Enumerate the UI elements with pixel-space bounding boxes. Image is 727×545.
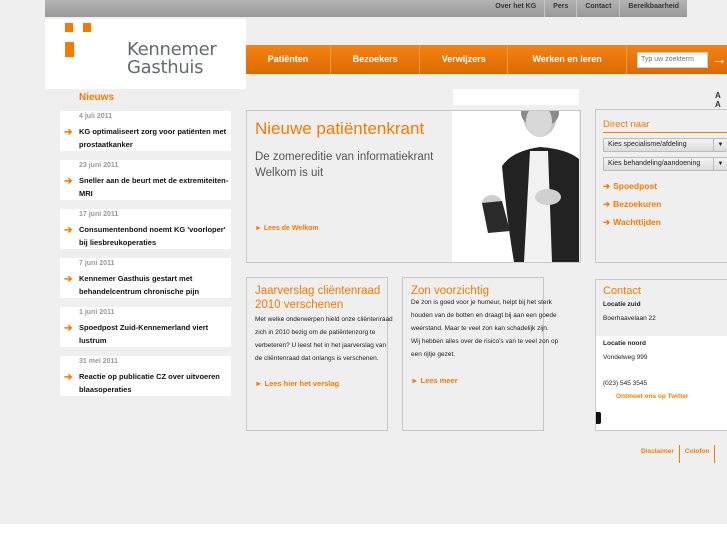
utility-link-over-het-kg[interactable]: Over het KG: [495, 3, 537, 10]
logo-square-icon: [83, 23, 91, 32]
nav-werken-en-leren[interactable]: Werken en leren: [508, 45, 627, 74]
arrow-right-icon: ➔: [64, 323, 73, 334]
news-headline[interactable]: Spoedpost Zuid-Kennemerland viert lustrum: [79, 323, 209, 345]
logo[interactable]: [45, 19, 246, 89]
logo-line-1: Kennemer: [127, 39, 217, 60]
direct-naar-panel: [595, 109, 727, 263]
box-body: De zon is goed voor je humeur, helpt bij het sterk houden van de botten en draagt bij aan een goede weerstand. Maar te veel zon kan schadelijk zijn. Wij hebben alles over de risico's van te veel zon op een rijtje gezet.: [411, 299, 559, 358]
footer-link-disclaimer[interactable]: Disclaimer: [636, 445, 680, 463]
location-south-address: Boerhaavelaan 22: [603, 315, 656, 322]
feature-photo: [452, 111, 579, 262]
news-item[interactable]: [60, 111, 231, 151]
search-input[interactable]: [637, 52, 708, 68]
news-headline[interactable]: Kennemer Gasthuis gestart met behandelcentrum chronische pijn: [79, 274, 200, 296]
news-item[interactable]: [60, 160, 231, 200]
logo-text: [127, 41, 216, 77]
news-headline[interactable]: Sneller aan de beurt met de extremiteiten-MRI: [79, 176, 229, 198]
footer-links: [636, 445, 715, 463]
info-box-zon: [402, 277, 559, 431]
location-north-label: Locatie noord: [603, 340, 646, 347]
search-arrow-icon[interactable]: →: [712, 51, 727, 68]
link-label: Wachttijden: [613, 217, 661, 227]
box-title: Zon voorzichtig: [411, 285, 489, 297]
select-value: Kies behandeling/aandoening: [608, 160, 701, 167]
news-item[interactable]: [60, 209, 231, 249]
box-body: Met welke onderwerpen hield onze cliëntenraad zich in 2010 bezig om de patiëntenzorg te verbeteren? U leest het in het jaarverslag van de cliëntenraad dat onlangs is verschenen.: [255, 316, 393, 362]
link-label: Spoedpost: [613, 181, 658, 191]
specialisme-select[interactable]: [603, 138, 727, 152]
box-link[interactable]: ► Lees hier het verslag: [255, 379, 340, 388]
logo-line-2: Gasthuis: [127, 57, 204, 78]
font-size-control[interactable]: A A: [715, 91, 721, 109]
chevron-down-icon: ▼: [713, 139, 727, 151]
utility-bar: [45, 0, 687, 17]
news-date: 23 juni 2011: [79, 162, 119, 169]
quick-link-bezoekuren[interactable]: [603, 199, 661, 210]
news-date: 7 juni 2011: [79, 260, 115, 267]
select-value: Kies specialisme/afdeling: [608, 141, 687, 148]
utility-link-bereikbaarheid[interactable]: Bereikbaarheid: [619, 0, 687, 17]
feature-link[interactable]: ► Lees de Welkom: [255, 225, 319, 232]
utility-link-pers[interactable]: Pers: [544, 0, 576, 17]
nav-bezoekers[interactable]: Bezoekers: [331, 45, 420, 74]
arrow-right-icon: ➔: [64, 176, 73, 187]
logo-square-icon: [65, 42, 74, 57]
phone-number: (023) 545 3545: [603, 380, 648, 387]
news-date: 31 mei 2011: [79, 358, 118, 365]
arrow-right-icon: ➔: [64, 127, 73, 138]
info-box-jaarverslag: [246, 277, 393, 431]
arrow-right-icon: ➔: [64, 372, 73, 383]
behandeling-select[interactable]: [603, 157, 727, 171]
person-photo-icon: [452, 111, 579, 262]
chevron-down-icon: ▼: [713, 158, 727, 170]
location-north-address: Vondelweg 999: [603, 354, 648, 361]
news-item[interactable]: [60, 356, 231, 396]
side-tab-handle[interactable]: [596, 412, 601, 424]
divider: [603, 132, 727, 133]
news-date: 4 juli 2011: [79, 113, 113, 120]
contact-panel: [595, 279, 727, 431]
quick-link-wachttijden[interactable]: [603, 217, 661, 228]
arrow-right-icon: ➔: [64, 274, 73, 285]
news-heading: Nieuws: [79, 92, 115, 103]
location-south-label: Locatie zuid: [603, 301, 641, 308]
news-item[interactable]: [60, 307, 231, 347]
arrow-right-icon: ➔: [603, 217, 611, 227]
footer-link-colofon[interactable]: Colofon: [680, 445, 716, 463]
feature-subtitle: De zomereditie van informatiekrant Welkom is uit: [255, 151, 434, 179]
quick-link-spoedpost[interactable]: [603, 181, 657, 192]
arrow-right-icon: ➔: [603, 181, 611, 191]
arrow-right-icon: ➔: [603, 199, 611, 209]
feature-photo-top: [453, 89, 579, 105]
news-headline[interactable]: Consumentenbond noemt KG 'voorloper' bij liesbreukoperaties: [79, 225, 226, 247]
link-label: Bezoekuren: [613, 199, 662, 209]
news-date: 1 juni 2011: [79, 309, 115, 316]
news-item[interactable]: [60, 258, 231, 298]
arrow-right-icon: ➔: [64, 225, 73, 236]
main-nav: [246, 45, 727, 74]
logo-square-icon: [65, 23, 73, 32]
nav-verwijzers[interactable]: Verwijzers: [420, 45, 508, 74]
direct-title: Direct naar: [603, 119, 650, 130]
box-title: Jaarverslag cliëntenraad 2010 verschenen: [255, 285, 381, 311]
news-headline[interactable]: KG optimaliseert zorg voor patiënten met prostaatkanker: [79, 127, 227, 149]
twitter-link[interactable]: Ontmoet ons op Twitter: [616, 393, 689, 400]
contact-title: Contact: [603, 285, 641, 297]
box-link[interactable]: ► Lees meer: [411, 376, 458, 385]
news-headline[interactable]: Reactie op publicatie CZ over uitvoeren blaasoperaties: [79, 372, 220, 394]
news-date: 17 juni 2011: [79, 211, 119, 218]
feature-title: Nieuwe patiëntenkrant: [255, 119, 425, 138]
utility-link-contact[interactable]: Contact: [576, 0, 619, 17]
nav-patienten[interactable]: Patiënten: [246, 45, 331, 74]
